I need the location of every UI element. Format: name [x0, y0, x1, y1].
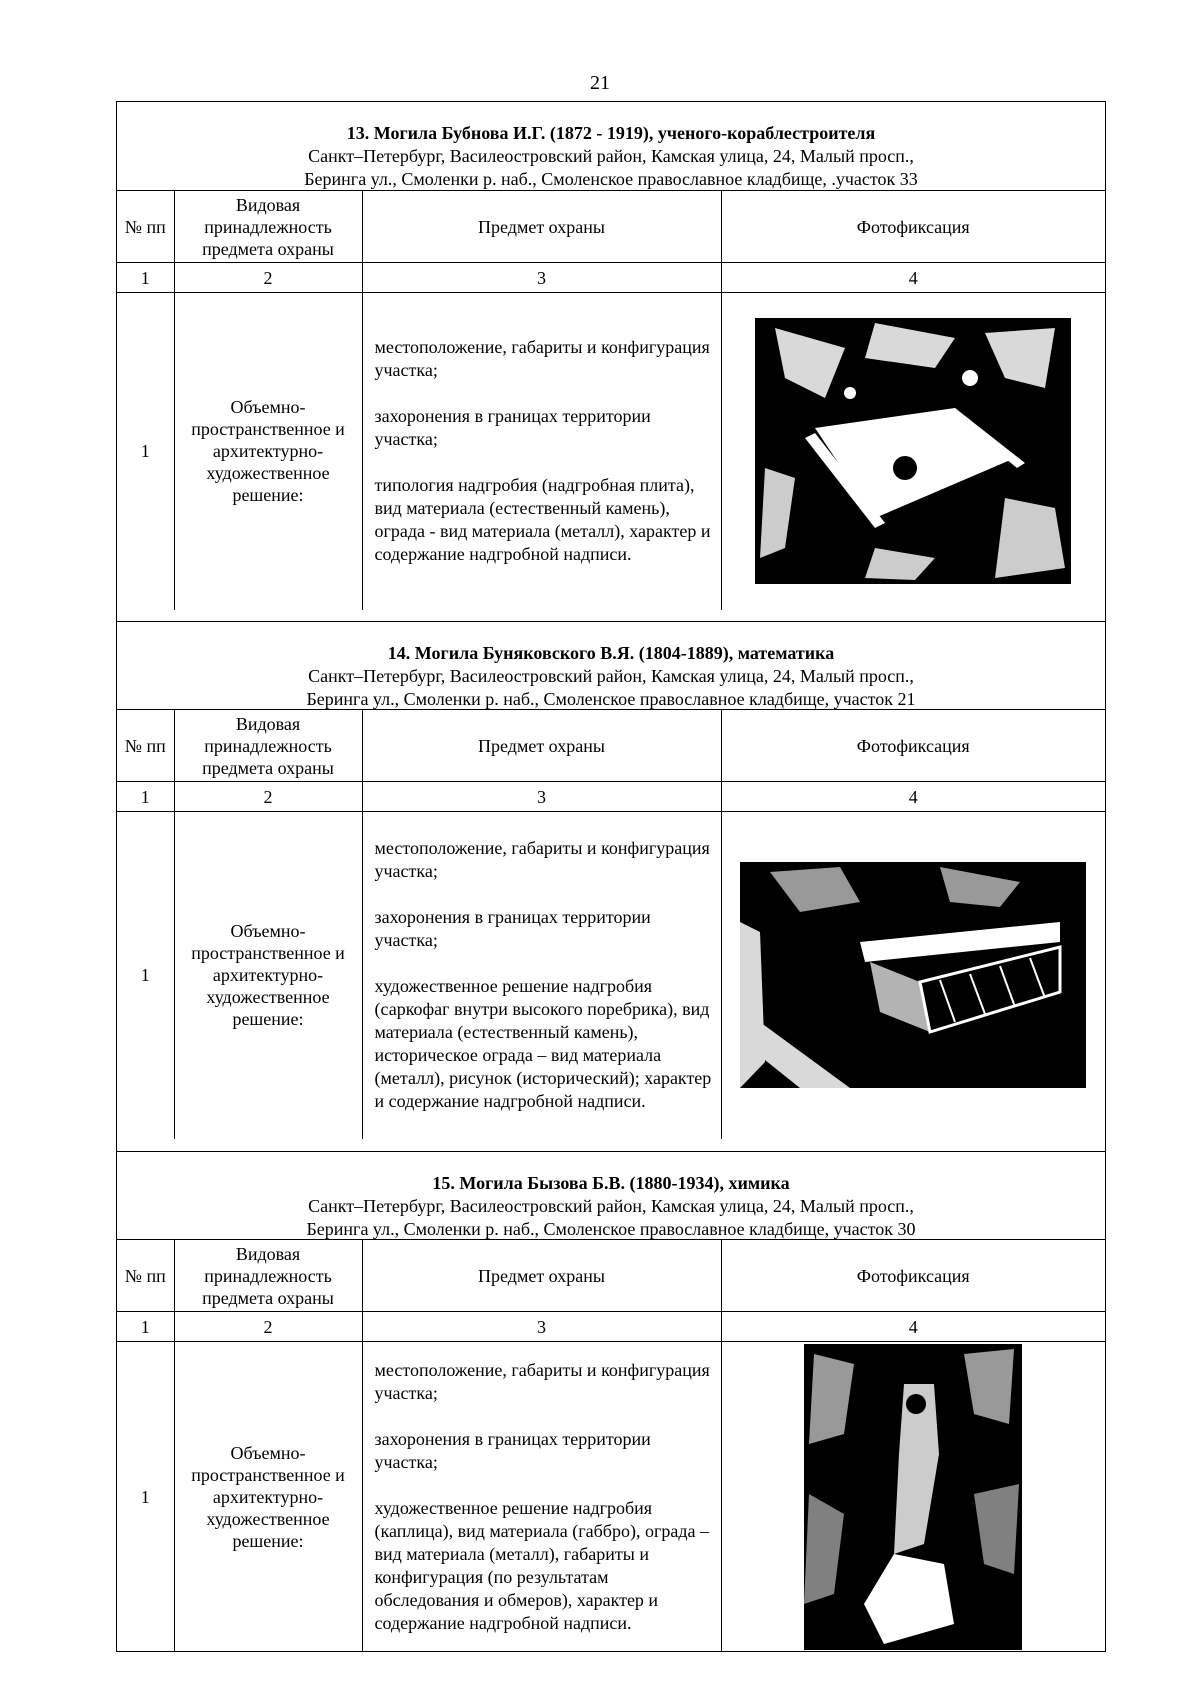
subject-cell	[362, 293, 721, 610]
col-header-num: № пп	[117, 191, 174, 263]
column-number-row	[117, 263, 1105, 293]
grave-photo	[740, 862, 1086, 1088]
section-table	[117, 709, 1105, 1139]
kind-cell: Объемно-пространственное и архитектурно-художественное решение:	[174, 293, 362, 610]
section-address-line1: Санкт–Петербург, Василеостровский район, Камская улица, 24, Малый просп.,	[308, 1196, 914, 1216]
photo-cell	[721, 812, 1105, 1139]
col-number: 3	[362, 263, 721, 293]
subject-cell	[362, 1342, 721, 1652]
col-header-photo: Фотофиксация	[721, 1240, 1105, 1312]
col-number: 1	[117, 263, 174, 293]
col-number: 1	[117, 782, 174, 812]
table-row	[117, 293, 1105, 610]
subject-cell	[362, 812, 721, 1139]
section-title: 14. Могила Буняковского В.Я. (1804-1889), математика	[387, 643, 835, 663]
section-address-line2: Беринга ул., Смоленки р. наб., Смоленское православное кладбище, участок 30	[306, 1219, 916, 1239]
section-13	[117, 102, 1105, 621]
section-title: 15. Могила Бызова Б.В. (1880-1934), химика	[432, 1173, 790, 1193]
kind-cell: Объемно-пространственное и архитектурно-художественное решение:	[174, 1342, 362, 1652]
section-header	[117, 642, 1105, 711]
section-header	[117, 122, 1105, 191]
subject-item: захоронения в границах территории участка;	[374, 406, 651, 450]
header-row	[117, 191, 1105, 263]
col-header-num: № пп	[117, 1240, 174, 1312]
header-row	[117, 710, 1105, 782]
section-address-line1: Санкт–Петербург, Василеостровский район, Камская улица, 24, Малый просп.,	[308, 666, 914, 686]
section-address-line1: Санкт–Петербург, Василеостровский район, Камская улица, 24, Малый просп.,	[308, 146, 914, 166]
subject-item: типология надгробия (надгробная плита), вид материала (естественный камень), ограда - вид материала (металл), характер и содержание надгробной надписи.	[374, 475, 711, 565]
section-address-line2: Беринга ул., Смоленки р. наб., Смоленское православное кладбище, участок 21	[306, 689, 916, 709]
row-number: 1	[117, 293, 174, 610]
section-15	[117, 1151, 1105, 1653]
section-title: 13. Могила Бубнова И.Г. (1872 - 1919), ученого-кораблестроителя	[346, 123, 876, 143]
col-number: 4	[721, 782, 1105, 812]
col-header-kind: Видовая принадлежность предмета охраны	[174, 1240, 362, 1312]
subject-item: художественное решение надгробия (каплица), вид материала (габбро), ограда – вид материала (металл), габариты и конфигурация (по результатам обследования и обмеров), характер и содержание надгробной надписи.	[374, 1497, 709, 1633]
col-number: 1	[117, 1312, 174, 1342]
column-number-row	[117, 782, 1105, 812]
section-table	[117, 190, 1105, 610]
photo-cell	[721, 1342, 1105, 1652]
col-header-subject: Предмет охраны	[362, 191, 721, 263]
subject-item: захоронения в границах территории участка;	[374, 1428, 651, 1472]
col-number: 2	[174, 263, 362, 293]
section-header	[117, 1172, 1105, 1241]
kind-cell: Объемно-пространственное и архитектурно-художественное решение:	[174, 812, 362, 1139]
subject-item: местоположение, габариты и конфигурация участка;	[374, 337, 710, 381]
col-header-subject: Предмет охраны	[362, 710, 721, 782]
col-header-kind: Видовая принадлежность предмета охраны	[174, 710, 362, 782]
column-number-row	[117, 1312, 1105, 1342]
col-number: 3	[362, 782, 721, 812]
col-number: 4	[721, 263, 1105, 293]
grave-photo	[804, 1344, 1022, 1650]
row-number: 1	[117, 1342, 174, 1652]
col-header-kind: Видовая принадлежность предмета охраны	[174, 191, 362, 263]
section-address-line2: Беринга ул., Смоленки р. наб., Смоленское православное кладбище, .участок 33	[304, 169, 918, 189]
col-header-photo: Фотофиксация	[721, 710, 1105, 782]
subject-item: местоположение, габариты и конфигурация участка;	[374, 838, 710, 882]
subject-item: захоронения в границах территории участка;	[374, 907, 651, 951]
col-header-subject: Предмет охраны	[362, 1240, 721, 1312]
row-number: 1	[117, 812, 174, 1139]
section-table	[117, 1239, 1105, 1652]
table-row	[117, 1342, 1105, 1652]
col-header-num: № пп	[117, 710, 174, 782]
subject-item: местоположение, габариты и конфигурация участка;	[374, 1359, 710, 1403]
section-14	[117, 621, 1105, 1152]
subject-item: художественное решение надгробия (саркофаг внутри высокого поребрика), вид материала (естественный камень), историческое ограда – вид материала (металл), рисунок (исторический); характер и содержание надгробной надписи.	[374, 976, 712, 1112]
grave-photo	[755, 318, 1071, 584]
page-number: 21	[590, 72, 610, 94]
photo-cell	[721, 293, 1105, 610]
col-number: 3	[362, 1312, 721, 1342]
col-number: 4	[721, 1312, 1105, 1342]
header-row	[117, 1240, 1105, 1312]
document-table	[116, 101, 1106, 1652]
table-row	[117, 812, 1105, 1139]
col-header-photo: Фотофиксация	[721, 191, 1105, 263]
col-number: 2	[174, 782, 362, 812]
col-number: 2	[174, 1312, 362, 1342]
